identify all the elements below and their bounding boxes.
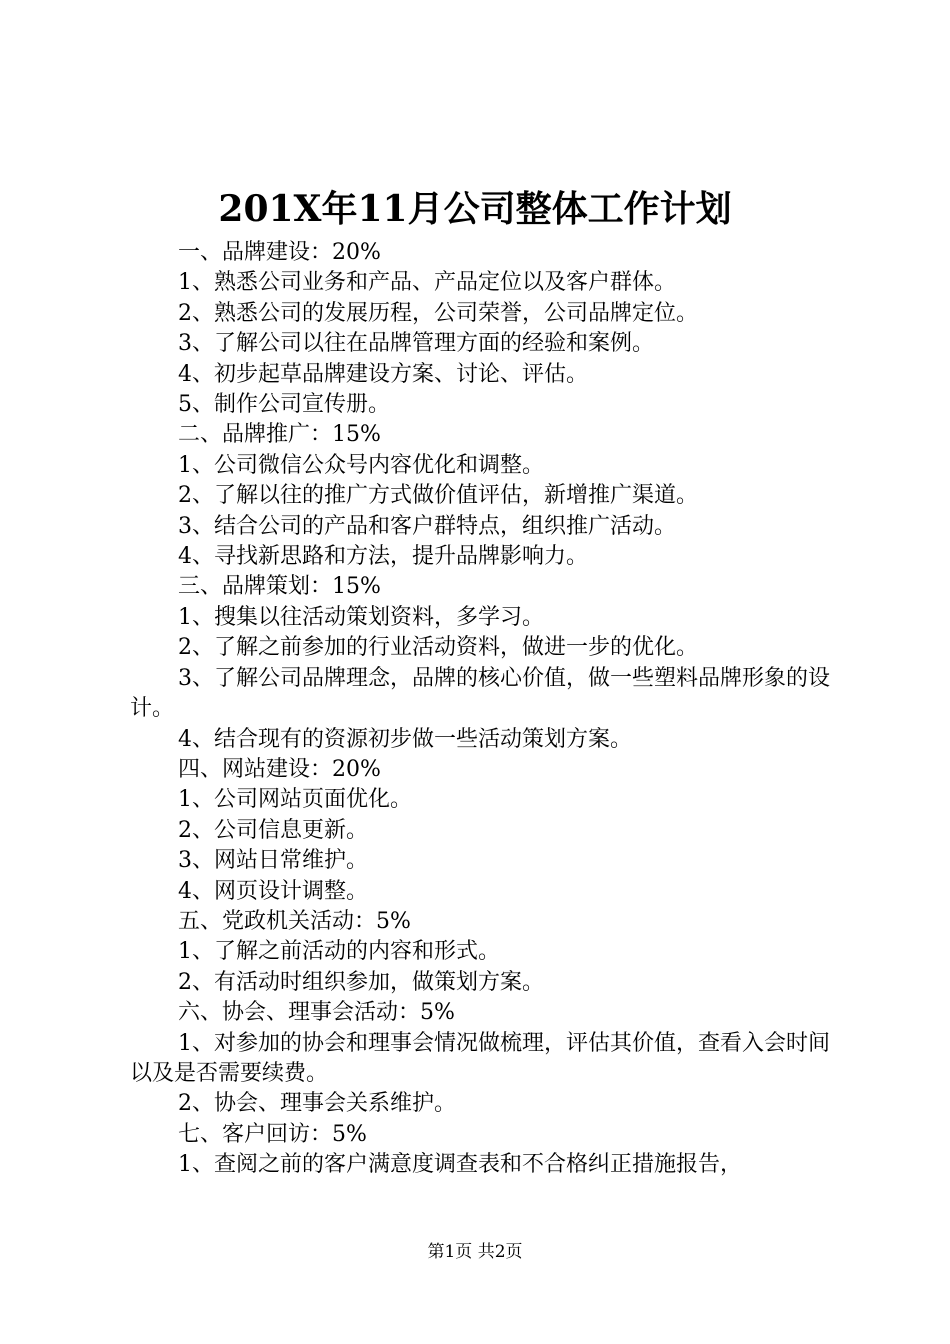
paragraph: 三、品牌策划：15% bbox=[178, 574, 381, 600]
paragraph: 1、公司微信公众号内容优化和调整。 bbox=[178, 452, 544, 478]
paragraph: 4、网页设计调整。 bbox=[178, 878, 368, 904]
paragraph: 2、熟悉公司的发展历程，公司荣誉，公司品牌定位。 bbox=[178, 300, 698, 326]
paragraph: 一、品牌建设：20% bbox=[178, 240, 381, 265]
paragraph: 1、搜集以往活动策划资料，多学习。 bbox=[178, 604, 544, 630]
paragraph: 3、结合公司的产品和客户群特点，组织推广活动。 bbox=[178, 513, 676, 539]
paragraph: 1、熟悉公司业务和产品、产品定位以及客户群体。 bbox=[178, 270, 676, 296]
paragraph: 六、协会、理事会活动：5% bbox=[178, 1000, 455, 1026]
paragraph: 2、有活动时组织参加，做策划方案。 bbox=[178, 969, 544, 995]
paragraph: 4、结合现有的资源初步做一些活动策划方案。 bbox=[178, 726, 632, 752]
paragraph: 4、寻找新思路和方法，提升品牌影响力。 bbox=[178, 544, 588, 570]
paragraph: 二、品牌推广：15% bbox=[178, 422, 381, 448]
paragraph: 1、公司网站页面优化。 bbox=[178, 787, 412, 813]
paragraph: 1、对参加的协会和理事会情况做梳理，评估其价值，查看入会时间以及是否需要续费。 bbox=[130, 1030, 830, 1086]
paragraph: 2、了解之前参加的行业活动资料，做进一步的优化。 bbox=[178, 635, 698, 661]
paragraph: 五、党政机关活动：5% bbox=[178, 908, 411, 934]
paragraph: 2、协会、理事会关系维护。 bbox=[178, 1091, 456, 1117]
paragraph: 2、了解以往的推广方式做价值评估，新增推广渠道。 bbox=[178, 483, 698, 509]
page-footer: 第1页 共2页 bbox=[427, 1242, 523, 1262]
document-body bbox=[130, 238, 832, 1181]
paragraph: 七、客户回访：5% bbox=[178, 1121, 367, 1147]
document-title: 201X年11月公司整体工作计划 bbox=[218, 188, 732, 230]
paragraph: 3、了解公司品牌理念，品牌的核心价值，做一些塑料品牌形象的设计。 bbox=[130, 665, 830, 722]
paragraph: 3、网站日常维护。 bbox=[178, 848, 368, 874]
paragraph: 1、了解之前活动的内容和形式。 bbox=[178, 939, 500, 965]
paragraph: 4、初步起草品牌建设方案、讨论、评估。 bbox=[178, 361, 588, 387]
paragraph: 3、了解公司以往在品牌管理方面的经验和案例。 bbox=[178, 331, 654, 357]
paragraph: 1、查阅之前的客户满意度调查表和不合格纠正措施报告， bbox=[178, 1152, 742, 1178]
paragraph: 5、制作公司宣传册。 bbox=[178, 392, 390, 418]
paragraph: 2、公司信息更新。 bbox=[178, 817, 368, 843]
paragraph: 四、网站建设：20% bbox=[178, 756, 381, 782]
